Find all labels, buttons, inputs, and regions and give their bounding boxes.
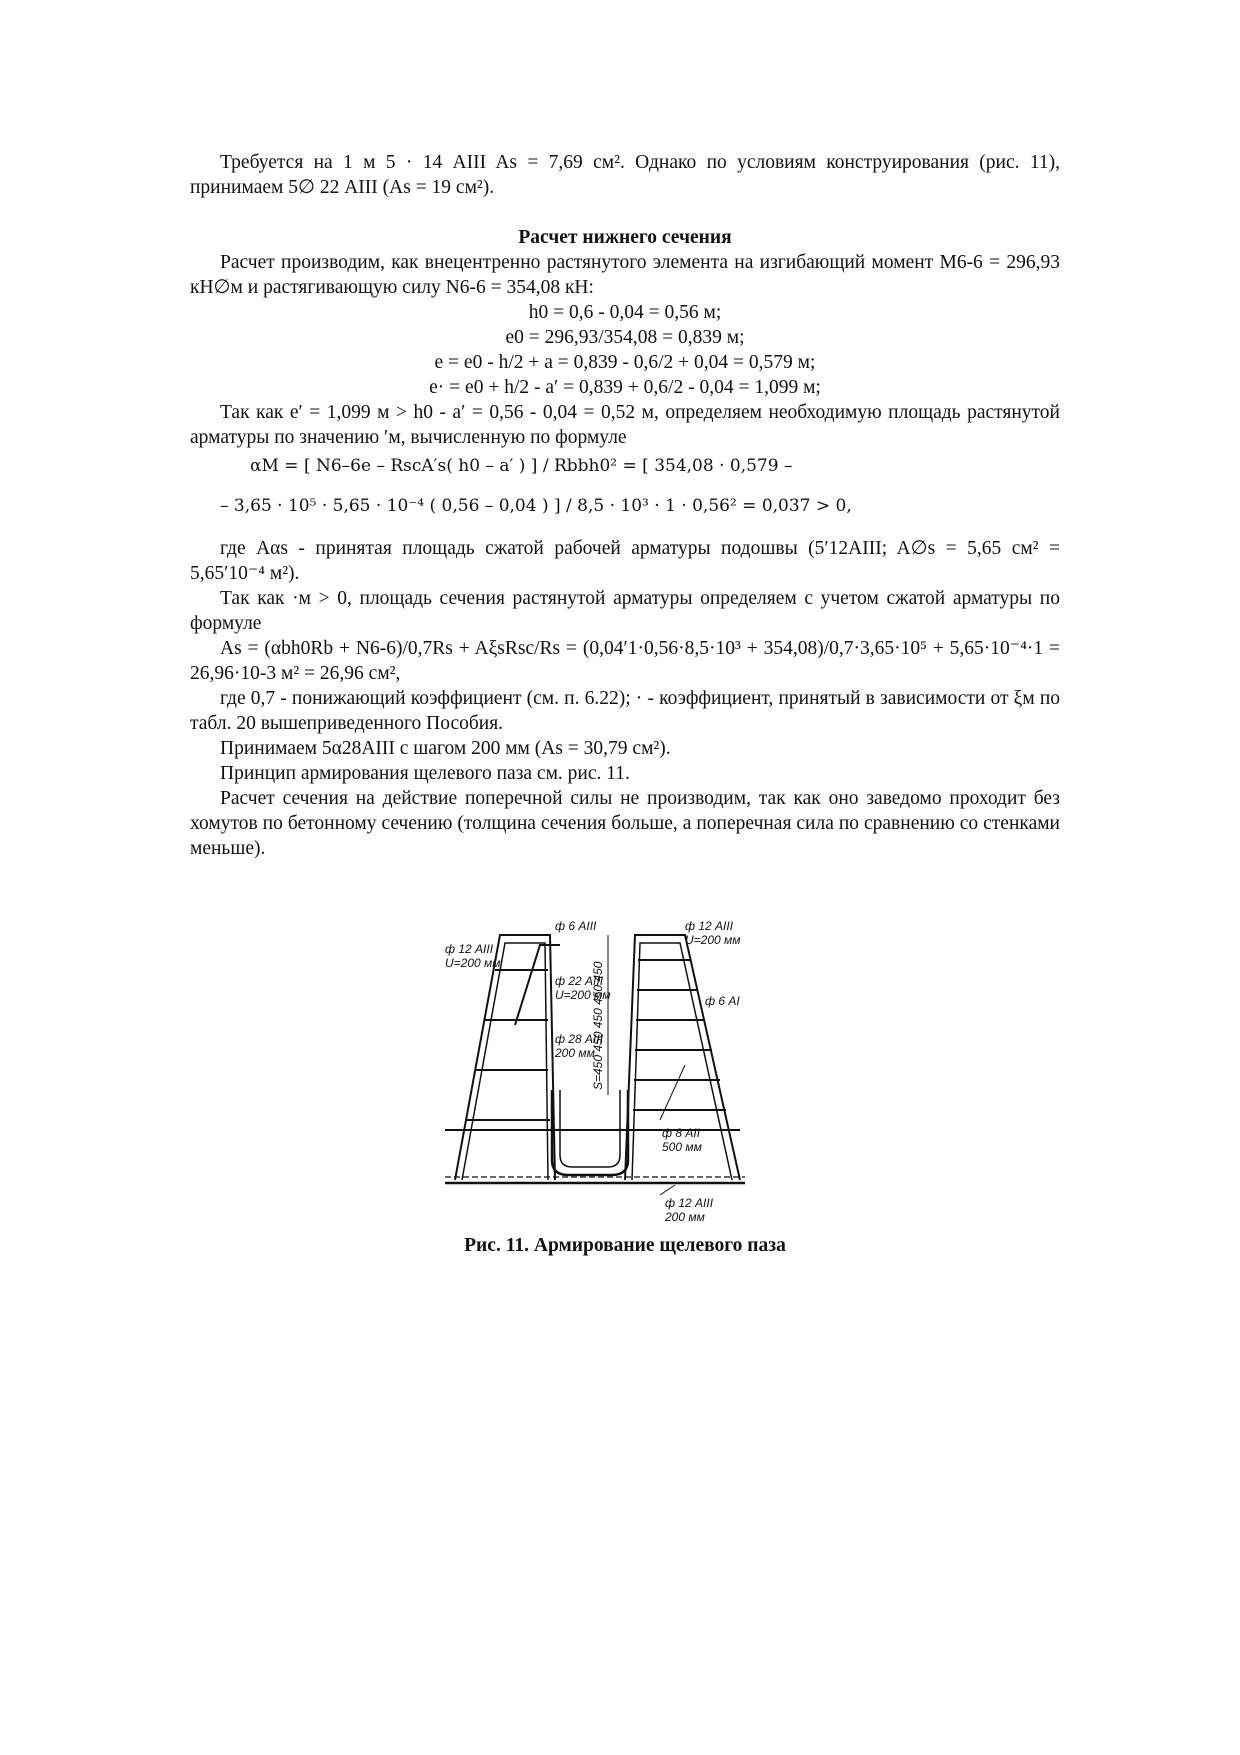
paragraph-as-formula: As = (αbh0Rb + N6-6)/0,7Rs + AξsRsc/Rs = (0,04′1·0,56·8,5·10³ + 354,08)/0,7·3,65·10⁵ + 5,65·10⁻⁴·1 = 26,96·10-3 м² = 26,96 см², <box>190 638 1060 684</box>
label-mid2: ф 28 АIII <box>555 1032 604 1046</box>
paragraph-since-alpha: Так как ·м > 0, площадь сечения растянутой арматуры определяем с учетом сжатой арматуры по формуле <box>190 588 1060 634</box>
label-mid1: ф 22 АIII <box>555 974 604 988</box>
label-right-mid: ф 6 АI <box>705 994 740 1008</box>
label-bottom-2: 200 мм <box>665 1210 705 1224</box>
label-right-low-2: 500 мм <box>662 1140 702 1154</box>
paragraph-shear: Расчет сечения на действие поперечной силы не производим, так как оно заведомо проходит без хомутов по бетонному сечению (толщина сечения больше, а поперечная сила по сравнению со стенками меньше). <box>190 788 1060 859</box>
paragraph-calculation-intro: Расчет производим, как внецентренно растянутого элемента на изгибающий момент M6-6 = 296,93 кН∅м и растягивающую силу N6-6 = 354,08 кН: <box>190 252 1060 298</box>
reinforcement-drawing <box>440 915 820 1225</box>
section-heading: Расчет нижнего сечения <box>518 227 732 248</box>
label-dimensions: S=450 450 450 450 450 <box>591 961 605 1090</box>
reinforcement-figure <box>440 915 820 1225</box>
paragraph-required-reinforcement: Требуется на 1 м 5 · 14 АIII As = 7,69 см². Однако по условиям конструирования (рис. 11), принимаем 5∅ 22 АIII (As = 19 см²). <box>190 152 1060 198</box>
label-bottom: ф 12 АIII <box>665 1196 714 1210</box>
label-top-left: ф 12 АIII <box>445 942 494 956</box>
formula-line-2: – 3,65 · 10⁵ · 5,65 · 10⁻⁴ ( 0,56 – 0,04 ) ] / 8,5 · 10³ · 1 · 0,56² = 0,037 > 0, <box>220 496 852 516</box>
label-top-right: ф 12 АIII <box>685 919 734 933</box>
left-wall-outline <box>455 935 555 1180</box>
equation-e: e = e0 - h/2 + a = 0,839 - 0,6/2 + 0,04 = 0,579 м; <box>434 352 816 373</box>
equation-h0: h0 = 0,6 - 0,04 = 0,56 м; <box>528 302 722 323</box>
label-top-left-2: U=200 мм <box>445 956 501 970</box>
label-mid2-2: 200 мм <box>555 1046 595 1060</box>
leader-line-right-low <box>660 1065 685 1120</box>
paragraph-principle: Принцип армирования щелевого паза см. рис. 11. <box>220 763 630 784</box>
label-top-right-2: U=200 мм <box>685 933 741 947</box>
paragraph-accept: Принимаем 5α28АIII с шагом 200 мм (As = 30,79 см²). <box>220 738 671 759</box>
formula-alpha-m <box>190 454 1060 530</box>
figure-caption: Рис. 11. Армирование щелевого паза <box>464 1235 786 1256</box>
label-right-low: ф 8 АII <box>662 1126 701 1140</box>
paragraph-since-condition: Так как e′ = 1,099 м > h0 - a′ = 0,56 - 0,04 = 0,52 м, определяем необходимую площадь растянутой арматуры по значению ′м, вычисленную по формуле <box>190 402 1060 448</box>
equation-e0: e0 = 296,93/354,08 = 0,839 м; <box>505 327 745 348</box>
label-top-mid: ф 6 АIII <box>555 919 597 933</box>
equation-e-prime: e· = e0 + h/2 - a′ = 0,839 + 0,6/2 - 0,04 = 1,099 м; <box>429 377 821 398</box>
paragraph-coefficient: где 0,7 - понижающий коэффициент (см. п. 6.22); · - коэффициент, принятый в зависимости от ξм по табл. 20 вышеприведенного Пособия. <box>190 688 1060 734</box>
leader-line-bottom <box>660 1185 675 1195</box>
slot-u-bar <box>552 1090 628 1175</box>
formula-line-1: αM = [ N6–6e – RscA′s( h0 – a′ ) ] / Rbbh0² = [ 354,08 · 0,579 – <box>250 456 793 476</box>
left-diagonal-bar <box>515 945 560 1025</box>
left-wall-inner-bars <box>462 943 548 1180</box>
slot-u-bar-inner <box>560 1090 620 1167</box>
label-mid1-2: U=200 мм <box>555 988 611 1002</box>
document-body <box>190 150 1060 861</box>
paragraph-where-area: где Aαs - принятая площадь сжатой рабочей арматуры подошвы (5′12АIII; A∅s = 5,65 см² = 5,65′10⁻⁴ м²). <box>190 538 1060 584</box>
